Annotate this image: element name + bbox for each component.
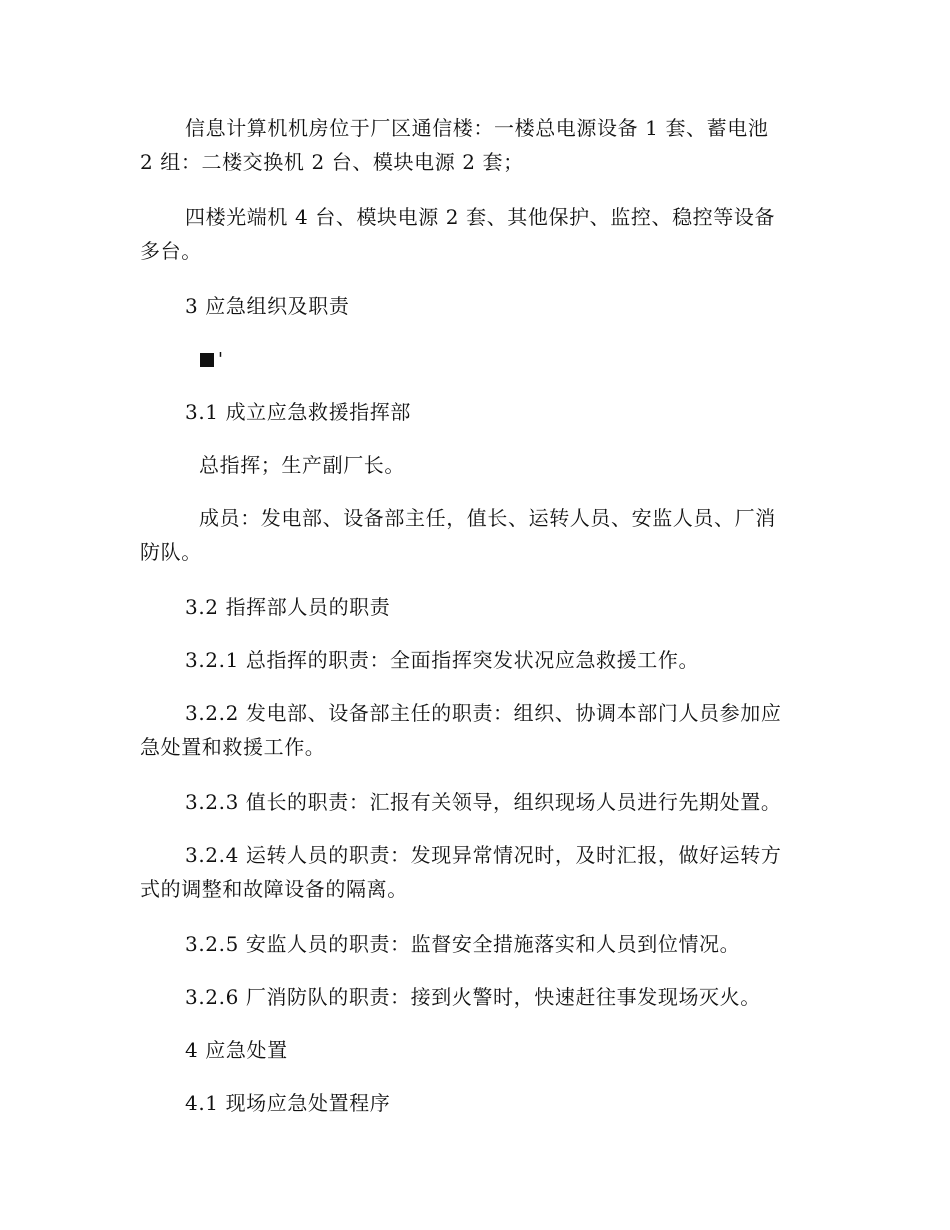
- text-line: 急处置和救援工作。: [140, 735, 326, 759]
- duty-3-2-5: 3.2.5 安监人员的职责：监督安全措施落实和人员到位情况。: [185, 932, 741, 956]
- duty-3-2-6: 3.2.6 厂消防队的职责：接到火警时，快速赶往事发现场灭火。: [185, 985, 761, 1009]
- bullet-marker: [200, 350, 223, 370]
- section-heading-3: 3 应急组织及职责: [185, 294, 350, 318]
- text-line: 多台。: [140, 239, 202, 263]
- paragraph-machine-room: [140, 111, 805, 179]
- section-heading-3-2: 3.2 指挥部人员的职责: [185, 595, 391, 619]
- section-heading-4-1: 4.1 现场应急处置程序: [185, 1091, 391, 1115]
- section-heading-4: 4 应急处置: [185, 1038, 288, 1062]
- duty-3-2-1: 3.2.1 总指挥的职责：全面指挥突发状况应急救援工作。: [185, 648, 700, 672]
- text-line: 式的调整和故障设备的隔离。: [140, 877, 408, 901]
- duty-3-2-4: [140, 838, 805, 906]
- black-square-icon: [200, 353, 214, 367]
- text-line: 防队。: [140, 540, 202, 564]
- text-line: 2 组：二楼交换机 2 台、模块电源 2 套；: [140, 150, 524, 174]
- text-line: 3.2.4 运转人员的职责：发现异常情况时，及时汇报，做好运转方: [185, 843, 782, 867]
- duty-3-2-2: [140, 696, 805, 764]
- section-heading-3-1: 3.1 成立应急救援指挥部: [185, 400, 411, 424]
- text-line: 信息计算机机房位于厂区通信楼：一楼总电源设备 1 套、蓄电池: [185, 116, 769, 140]
- text-line: 成员：发电部、设备部主任，值长、运转人员、安监人员、厂消: [199, 506, 776, 530]
- prime-mark: ': [218, 349, 223, 370]
- commander-line: 总指挥；生产副厂长。: [199, 453, 405, 477]
- text-line: 四楼光端机 4 台、模块电源 2 套、其他保护、监控、稳控等设备: [185, 205, 776, 229]
- text-line: 3.2.2 发电部、设备部主任的职责：组织、协调本部门人员参加应: [185, 701, 782, 725]
- duty-3-2-3: 3.2.3 值长的职责：汇报有关领导，组织现场人员进行先期处置。: [185, 790, 782, 814]
- paragraph-members: [140, 501, 805, 569]
- paragraph-fourth-floor: [140, 200, 805, 268]
